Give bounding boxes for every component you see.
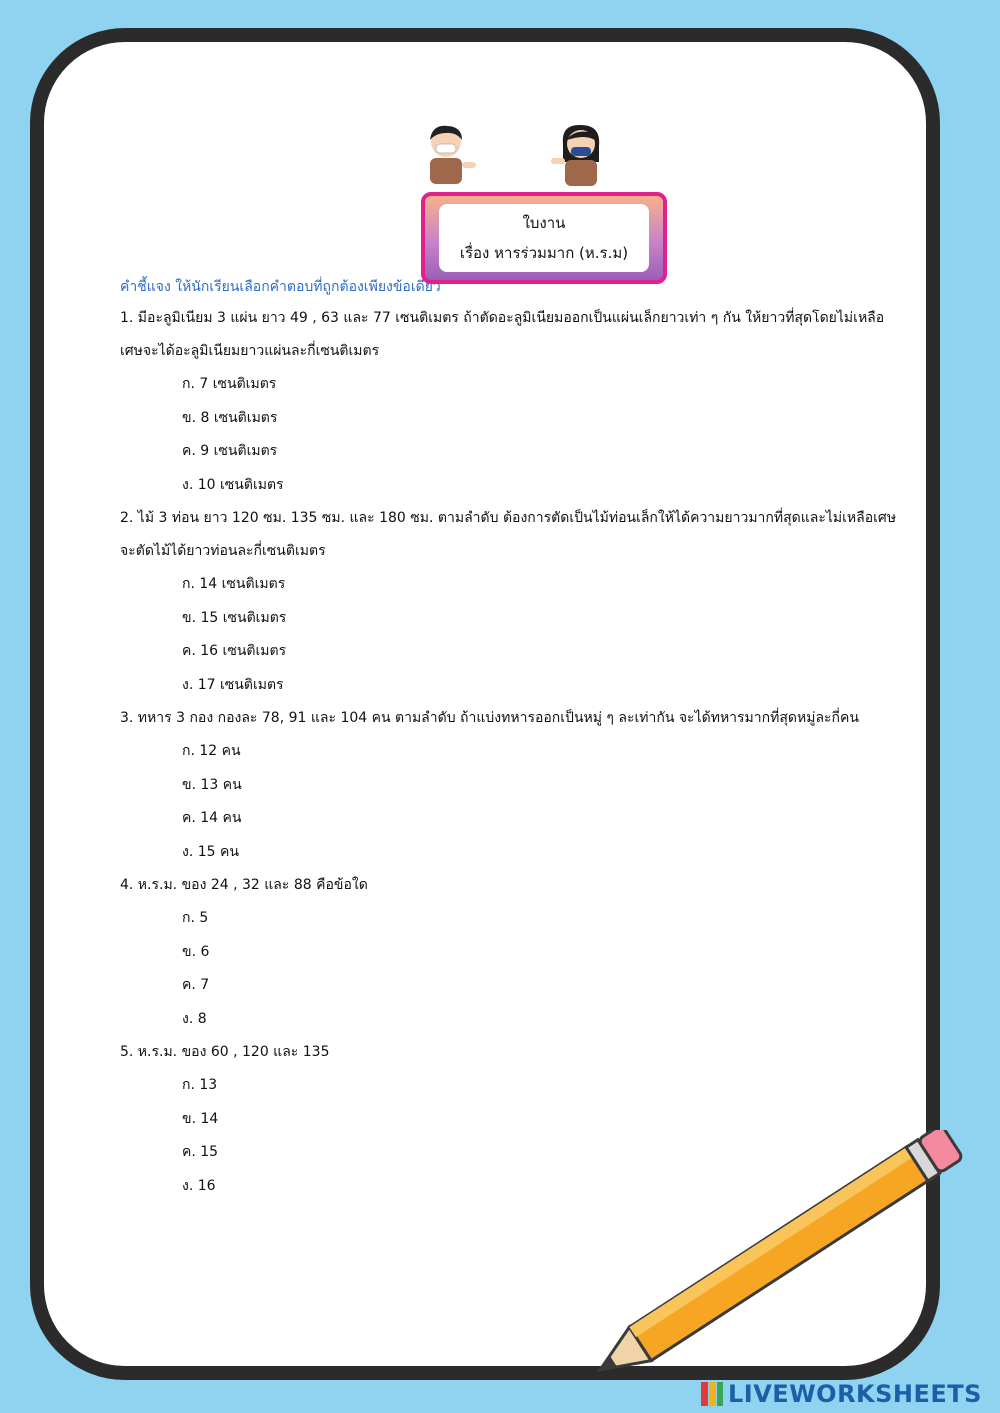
liveworksheets-logo-icon	[700, 1380, 724, 1408]
answer-option[interactable]: ก. 5	[182, 910, 209, 926]
question-text: 1. มีอะลูมิเนียม 3 แผ่น ยาว 49 , 63 และ 77 เซนติเมตร ถ้าตัดอะลูมิเนียมออกเป็นแผ่นเล็กยาวเท่า ๆ กัน ให้ยาวที่สุดโดยไม่เหลือเศษจะได้อะลูมิเนียมยาวแผ่นละกี่เซนติเมตร	[120, 310, 885, 359]
question-text: 3. ทหาร 3 กอง กองละ 78, 91 และ 104 คน ตามลำดับ ถ้าแบ่งทหารออกเป็นหมู่ ๆ ละเท่ากัน จะได้ทหารมากที่สุดหมู่ละกี่คน	[120, 710, 859, 726]
answer-option[interactable]: ข. 6	[182, 943, 210, 960]
answer-option[interactable]: ค. 16 เซนติเมตร	[182, 643, 287, 659]
answer-option[interactable]: ค. 15	[182, 1144, 219, 1160]
brand-name: LIVEWORKSHEETS	[728, 1380, 982, 1408]
boy-student-illustration	[416, 122, 480, 192]
answer-option[interactable]: ก. 14 เซนติเมตร	[182, 576, 286, 592]
girl-student-illustration	[549, 122, 613, 192]
answer-option[interactable]: ง. 17 เซนติเมตร	[182, 676, 284, 693]
answer-option[interactable]: ค. 14 คน	[182, 810, 242, 826]
answer-option[interactable]: ก. 13	[182, 1077, 218, 1093]
question-text: 2. ไม้ 3 ท่อน ยาว 120 ซม. 135 ซม. และ 180 ซม. ตามลำดับ ต้องการตัดเป็นไม้ท่อนเล็กให้ได้ความยาวมากที่สุดและไม่เหลือเศษจะตัดไม้ได้ยาวท่อนละกี่เซนติเมตร	[120, 510, 897, 559]
pencil-illustration	[590, 1130, 990, 1380]
answer-option[interactable]: ง. 10 เซนติเมตร	[182, 476, 284, 493]
question-1	[120, 302, 900, 502]
question-list	[120, 272, 900, 1203]
instruction-text: คำชี้แจง ให้นักเรียนเลือกคำตอบที่ถูกต้องเพียงข้อเดียว	[120, 279, 441, 295]
worksheet-title: ใบงาน	[522, 214, 566, 232]
answer-option[interactable]: ง. 8	[182, 1010, 207, 1027]
question-2	[120, 502, 900, 702]
worksheet-subtitle: เรื่อง หารร่วมมาก (ห.ร.ม)	[459, 244, 629, 262]
liveworksheets-logo	[700, 1378, 982, 1410]
question-3	[120, 702, 900, 869]
answer-option[interactable]: ค. 7	[182, 977, 210, 993]
answer-option[interactable]: ค. 9 เซนติเมตร	[182, 443, 278, 459]
answer-option[interactable]: ข. 14	[182, 1110, 219, 1127]
answer-option[interactable]: ข. 8 เซนติเมตร	[182, 409, 278, 426]
title-card	[421, 192, 667, 284]
question-text: 4. ห.ร.ม. ของ 24 , 32 และ 88 คือข้อใด	[120, 877, 368, 893]
answer-option[interactable]: ก. 12 คน	[182, 743, 241, 759]
question-4	[120, 869, 900, 1036]
answer-option[interactable]: ข. 13 คน	[182, 776, 242, 793]
answer-option[interactable]: ก. 7 เซนติเมตร	[182, 376, 277, 392]
answer-option[interactable]: ง. 16	[182, 1177, 216, 1194]
answer-option[interactable]: ง. 15 คน	[182, 843, 239, 860]
question-text: 5. ห.ร.ม. ของ 60 , 120 และ 135	[120, 1044, 330, 1060]
answer-option[interactable]: ข. 15 เซนติเมตร	[182, 609, 287, 626]
